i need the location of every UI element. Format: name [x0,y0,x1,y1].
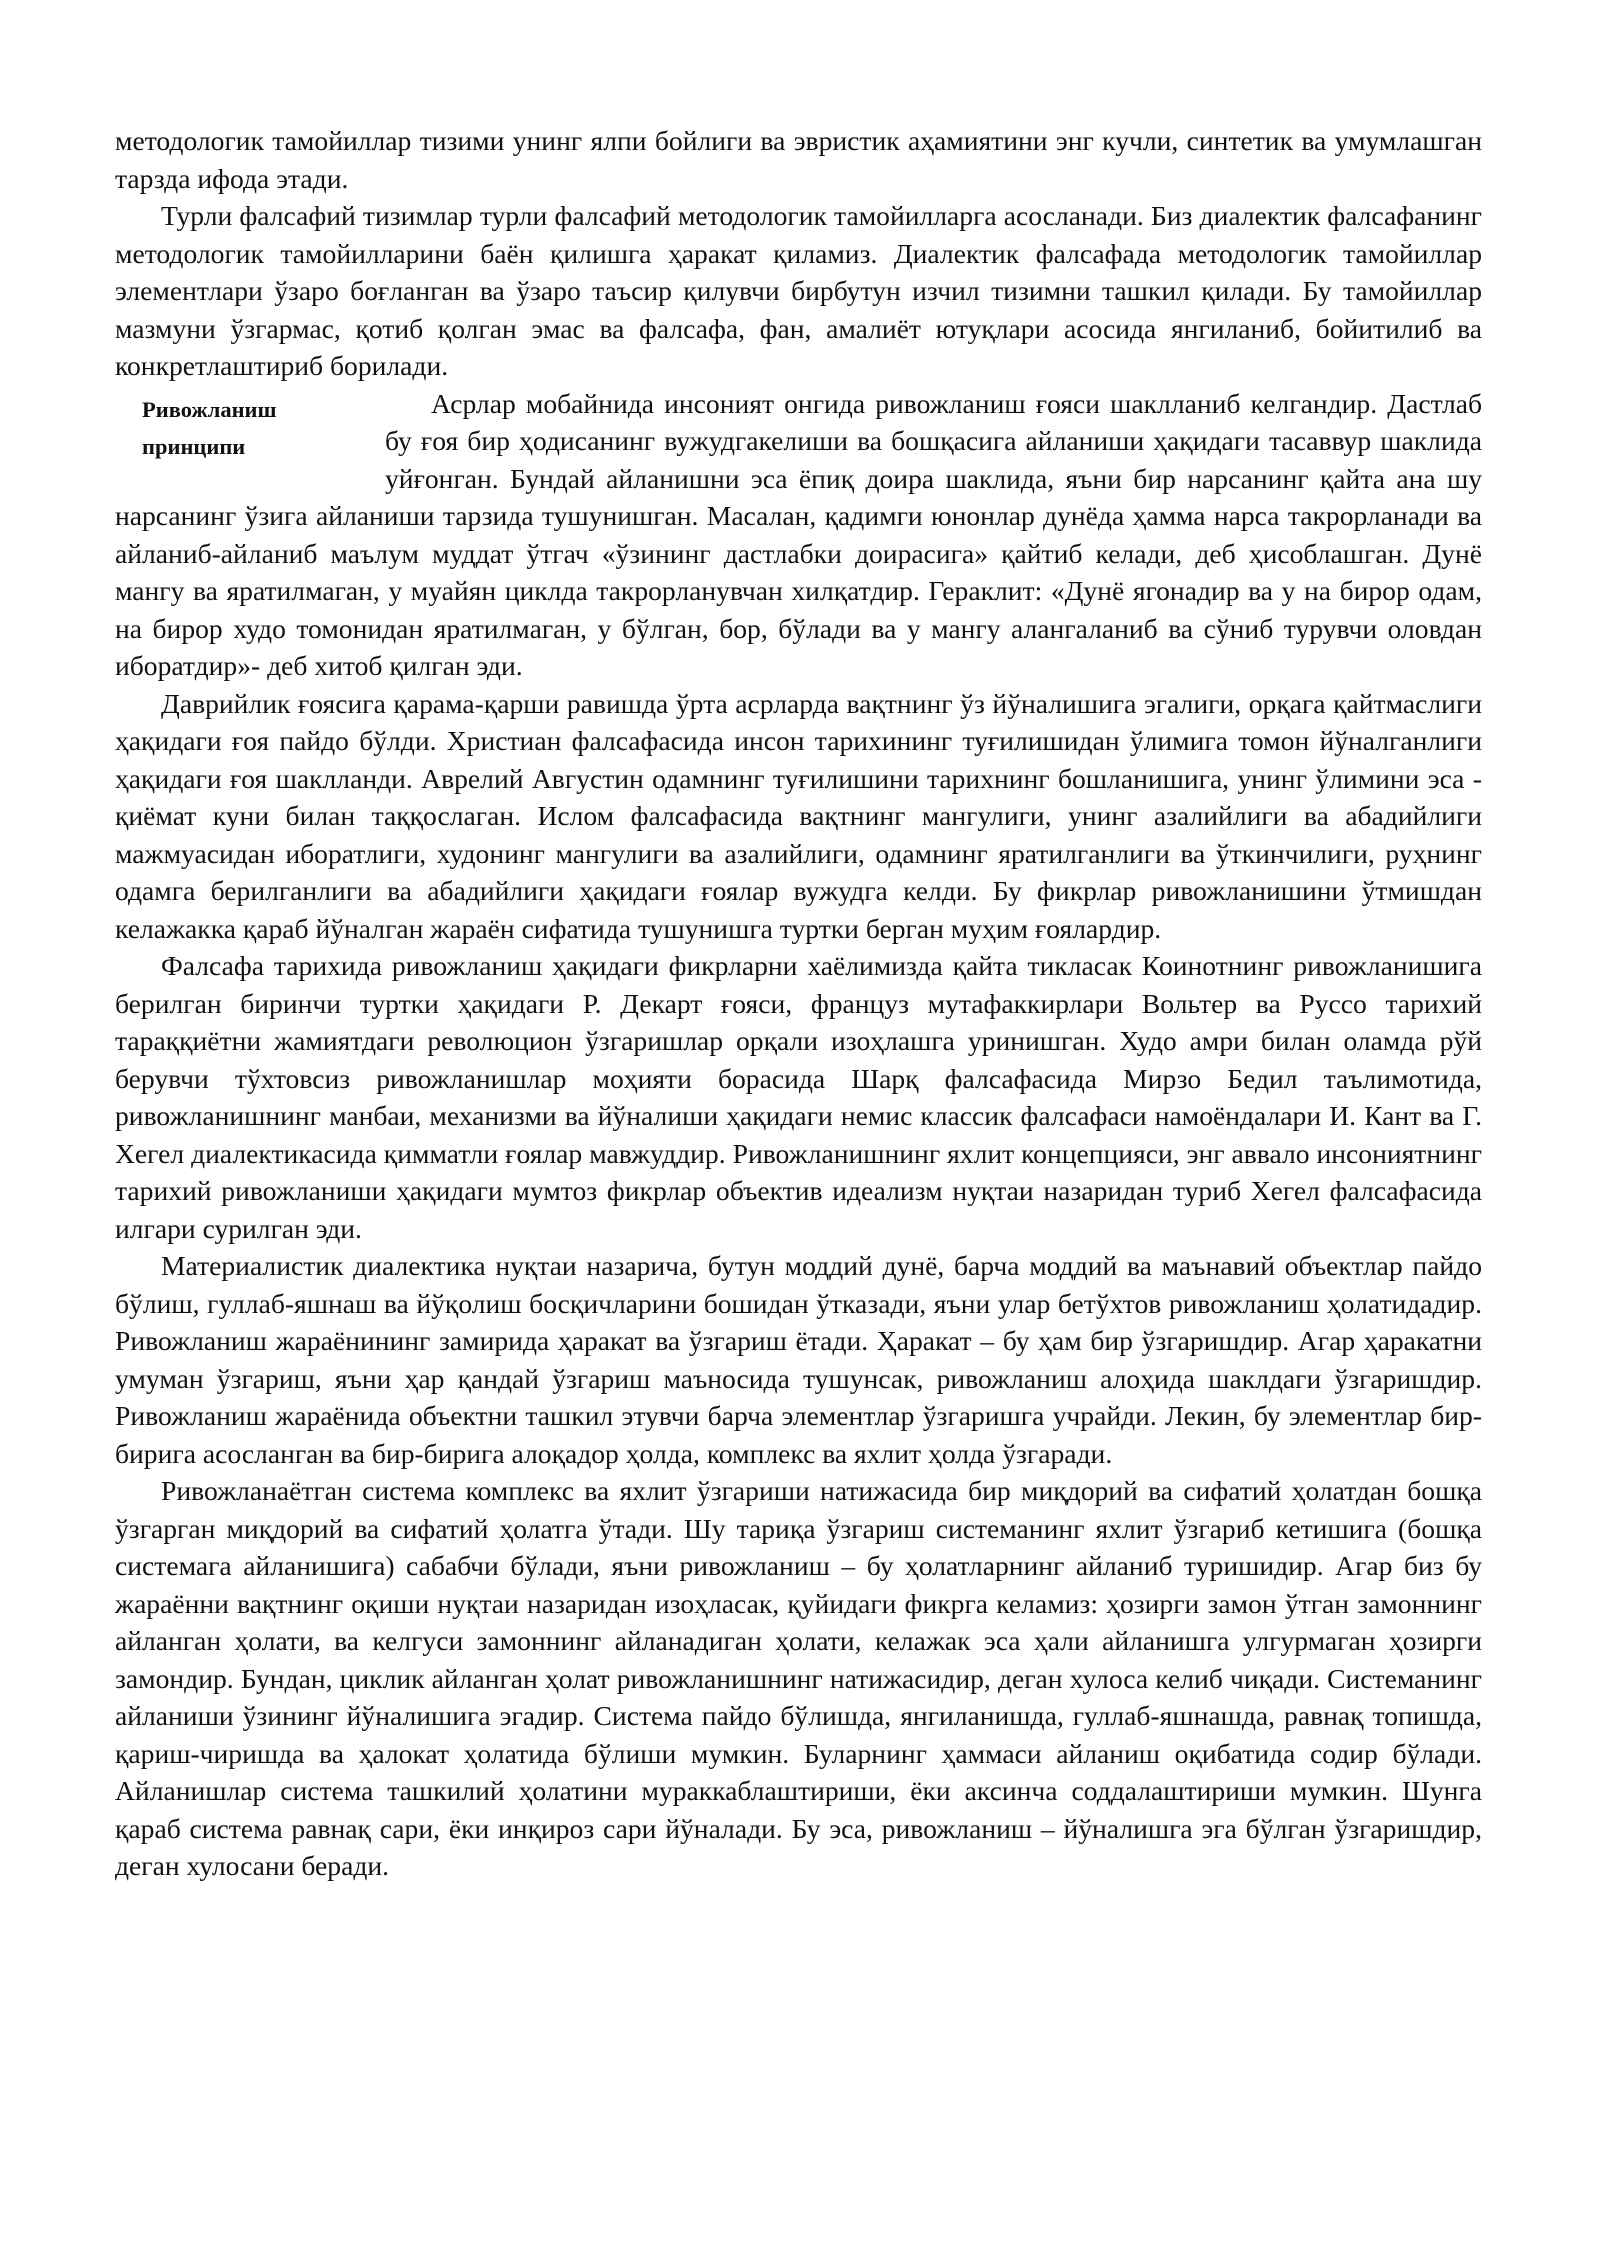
paragraph-philosophical-systems: Турли фалсафий тизимлар турли фалсафий методологик тамойилларга асосланади. Биз диалектик фалсафанинг методологик тамойилларини баён қилишга ҳаракат қиламиз. Диалектик фалсафада методологик тамойиллар элементлари ўзаро боғланган ва ўзаро таъсир қилувчи бирбутун изчил тизимни ташкил қилади. Бу тамойиллар мазмуни ўзгармас, қотиб қолган эмас ва фалсафа, фан, амалиёт ютуқлари асосида янгиланиб, бойитилиб ва конкретлаштириб борилади. [115,200,1482,381]
paragraph-idea-of-development: Асрлар мобайнида инсоният онгида ривожланиш ғояси шаклланиб келгандир. Дастлаб бу ғоя бир ҳодисанинг вужудгакелиши ва бошқасига айланиши ҳақидаги тасаввур шаклида уйғонган. Бундай айланишни эса ёпиқ доира шаклида, яъни бир нарсанинг қайта ана шу нарсанинг ўзига айланиши тарзида тушунишган. Масалан, қадимги юнонлар дунёда ҳамма нарса такрорланади ва айланиб-айланиб маълум муддат ўтгач «ўзининг дастлабки доирасига» қайтиб келади, деб ҳисоблашган. Дунё мангу ва яратилмаган, у муайян циклда такрорланувчан хилқатдир. Гераклит: «Дунё ягонадир ва у на бирор одам, на бирор худо томонидан яратилмаган, у бўлган, бор, бўлади ва у мангу алангаланиб ва сўниб турувчи оловдан иборатдир»- деб хитоб қилган эди. [115,387,1482,681]
margin-heading-line-1: Ривожланиш [142,396,277,422]
paragraph-intro-continuation: методологик тамойиллар тизими унинг ялпи бойлиги ва эвристик аҳамиятини энг кучли, синтетик ва умумлашган тарзда ифода этади. [115,125,1482,194]
margin-heading-line-2: принципи [142,434,246,459]
paragraph-history-of-philosophy: Фалсафа тарихида ривожланиш ҳақидаги фикрларни хаёлимизда қайта тикласак Коинотнинг ривожланишига берилган биринчи туртки ҳақидаги Р. Декарт ғояси, француз мутафаккирлари Вольтер ва Руссо тарихий тараққиётни жамиятдаги революцион ўзгаришлар орқали изоҳлашга уринишган. Худо амри билан оламда рўй берувчи тўхтовсиз ривожланишлар моҳияти борасида Шарқ фалсафасида Мирзо Бедил таълимотида, ривожланишнинг манбаи, механизми ва йўналиши ҳақидаги немис классик фалсафаси намоёндалари И. Кант ва Г. Хегел диалектикасида қимматли ғоялар мавжуддир. Ривожланишнинг яхлит концепцияси, энг аввало инсониятнинг тарихий ривожланиши ҳақидаги мумтоз фикрлар объектив идеализм нуқтаи назаридан туриб Хегел фалсафасида илгари сурилган эди. [115,950,1482,1244]
document-page [115,122,1482,1885]
paragraph-developing-system: Ривожланаётган система комплекс ва яхлит ўзгариши натижасида бир миқдорий ва сифатий ҳолатдан бошқа ўзгарган миқдорий ва сифатий ҳолатга ўтади. Шу тариқа ўзгариш системанинг яхлит ўзгариб кетишига (бошқа системага айланишига) сабабчи бўлади, яъни ривожланиш – бу ҳолатларнинг айланиб туришидир. Агар биз бу жараённи вақтнинг оқиши нуқтаи назаридан изоҳласак, қуйидаги фикрга келамиз: ҳозирги замон ўтган замоннинг айланган ҳолати, ва келгуси замоннинг айланадиган ҳолати, келажак эса ҳали айланишга улгурмаган ҳозирги замондир. Бундан, циклик айланган ҳолат ривожланишнинг натижасидир, деган хулоса келиб чиқади. Системанинг айланиши ўзининг йўналишига эгадир. Система пайдо бўлишда, янгиланишда, гуллаб-яшнашда, равнақ топишда, қариш-чиришда ва ҳалокат ҳолатида бўлиши мумкин. Буларнинг ҳаммаси айланиш оқибатида содир бўлади. Айланишлар система ташкилий ҳолатини мураккаблаштириши, ёки аксинча соддалаштириши мумкин. Шунга қараб система равнақ сари, ёки инқироз сари йўналади. Бу эса, ривожланиш – йўналишга эга бўлган ўзгаришдир, деган хулосани беради. [115,1475,1482,1881]
margin-heading [115,385,385,497]
section-development-principle [115,385,1482,685]
paragraph-materialist-dialectics: Материалистик диалектика нуқтаи назарича, бутун моддий дунё, барча моддий ва маънавий объектлар пайдо бўлиш, гуллаб-яшнаш ва йўқолиш босқичларини бошидан ўтказади, яъни улар бетўхтов ривожланиш ҳолатидадир. Ривожланиш жараёнининг замирида ҳаракат ва ўзгариш ётади. Ҳаракат – бу ҳам бир ўзгаришдир. Агар ҳаракатни умуман ўзгариш, яъни ҳар қандай ўзгариш маъносида тушунсак, ривожланиш алоҳида шаклдаги ўзгаришдир. Ривожланиш жараёнида объектни ташкил этувчи барча элементлар ўзгаришга учрайди. Лекин, бу элементлар бир-бирига асосланган ва бир-бирига алоқадор ҳолда, комплекс ва яхлит ҳолда ўзгаради. [115,1250,1482,1469]
paragraph-cyclicity-opposition: Даврийлик ғоясига қарама-қарши равишда ўрта асрларда вақтнинг ўз йўналишига эгалиги, орқага қайтмаслиги ҳақидаги ғоя пайдо бўлди. Христиан фалсафасида инсон тарихининг туғилишидан ўлимига томон йўналганлиги ҳақидаги ғоя шаклланди. Аврелий Августин одамнинг туғилишини тарихнинг бошланишига, унинг ўлимини эса - қиёмат куни билан таққослаган. Ислом фалсафасида вақтнинг мангулиги, унинг азалийлиги ва абадийлиги мажмуасидан иборатлиги, худонинг мангулиги ва азалийлиги, одамнинг яратилганлиги ва ўткинчилиги, руҳнинг одамга берилганлиги ва абадийлиги ҳақидаги ғоялар вужудга келди. Бу фикрлар ривожланишини ўтмишдан келажакка қараб йўналган жараён сифатида тушунишга туртки берган муҳим ғоялардир. [115,687,1482,944]
